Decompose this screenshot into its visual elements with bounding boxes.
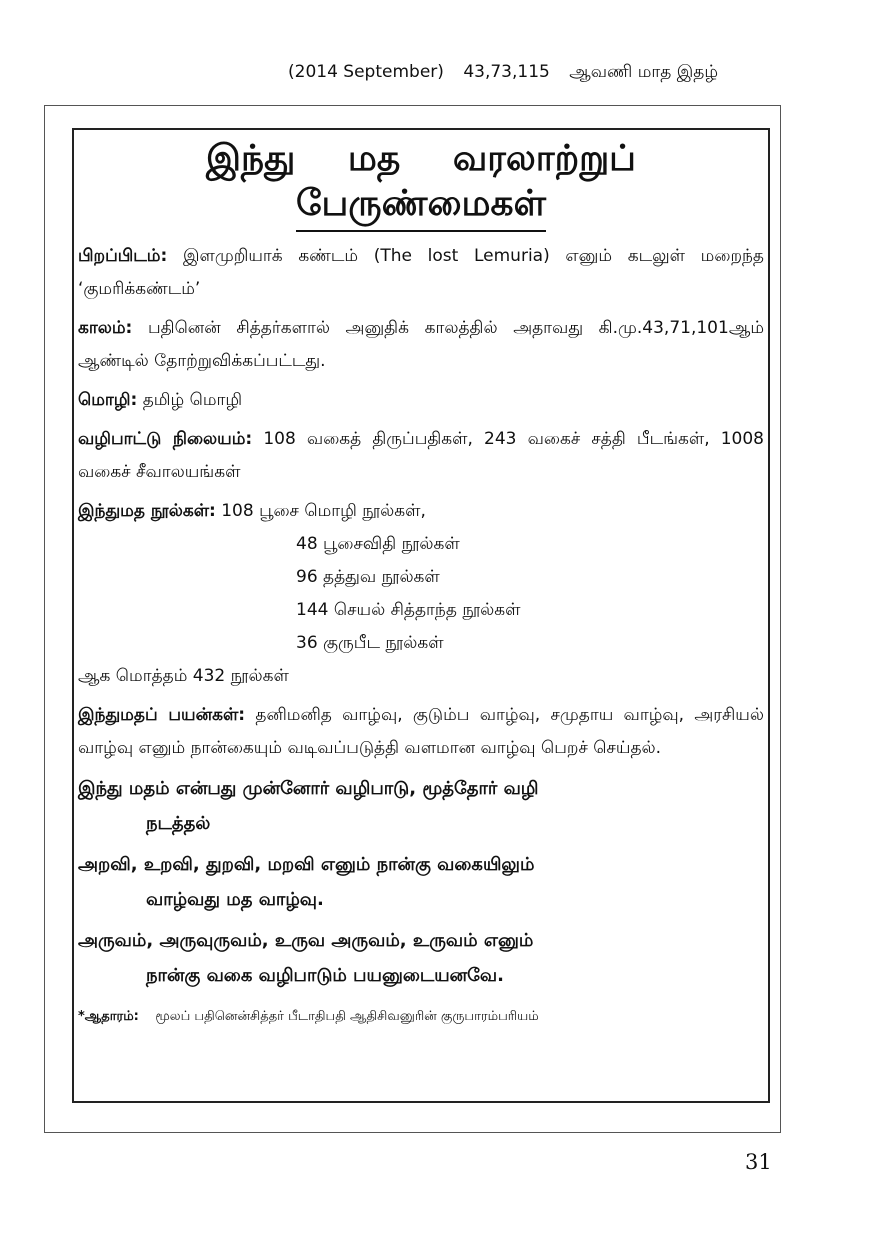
statement-four-worship	[78, 923, 764, 993]
statement-line: இந்து மதம் என்பது முன்னோர் வழிபாடு, மூத்தோர் வழி	[78, 778, 539, 799]
texts-item: 48 பூசைவிதி நூல்கள்	[296, 534, 460, 554]
statement-four-ways	[78, 847, 764, 917]
benefits-paragraph	[78, 699, 764, 765]
worship-label: வழிபாட்டு நிலையம்:	[78, 429, 253, 449]
statement-line-cont: நான்கு வகை வழிபாடும் பயனுடையனவே.	[146, 965, 504, 986]
period-text: பதினென் சித்தர்களால் அனுதிக் காலத்தில் அதாவது கி.மு.43,71,101ஆம் ஆண்டில் தோற்றுவிக்கப்பட்டது.	[78, 318, 764, 371]
worship-paragraph	[78, 423, 764, 489]
footnote-label: *ஆதாரம்:	[78, 1009, 139, 1024]
source-footnote	[78, 1003, 764, 1031]
language-label: மொழி:	[78, 390, 138, 410]
birthplace-paragraph	[78, 240, 764, 306]
texts-first: 108 பூசை மொழி நூல்கள்,	[221, 501, 426, 521]
title-line-2: பேருண்மைகள்	[296, 181, 546, 232]
language-text: தமிழ் மொழி	[142, 390, 243, 410]
texts-item: 144 செயல் சித்தாந்த நூல்கள்	[296, 600, 521, 620]
statement-ancestor-worship	[78, 771, 764, 841]
period-paragraph	[78, 312, 764, 378]
birthplace-label: பிறப்பிடம்:	[78, 246, 168, 266]
language-paragraph	[78, 384, 764, 417]
texts-total: ஆக மொத்தம் 432 நூல்கள்	[78, 666, 289, 686]
statement-line-cont: நடத்தல்	[146, 813, 211, 834]
benefits-label: இந்துமதப் பயன்கள்:	[78, 705, 246, 725]
statement-line: அறவி, உறவி, துறவி, மறவி எனும் நான்கு வகையிலும்	[78, 854, 535, 875]
page-header	[288, 62, 768, 84]
texts-label: இந்துமத நூல்கள்:	[78, 501, 216, 521]
texts-paragraph	[78, 495, 764, 528]
benefits-text: தனிமனித வாழ்வு, குடும்ப வாழ்வு, சமுதாய வாழ்வு, அரசியல் வாழ்வு எனும் நான்கையும் வடிவப்படுத்தி வளமான வாழ்வு பெறச் செய்தல்.	[78, 705, 764, 758]
statement-line-cont: வாழ்வது மத வாழ்வு.	[146, 889, 324, 910]
statement-line: அருவம், அருவுருவம், உருவ அருவம், உருவம் எனும்	[78, 930, 534, 951]
birthplace-text: இளமுறியாக் கண்டம் (The lost Lemuria) எனும் கடலுள் மறைந்த ‘குமரிக்கண்டம்’	[78, 246, 764, 299]
header-number: 43,73,115	[463, 62, 550, 82]
page-number: 31	[745, 1150, 772, 1174]
title-line-1: இந்து மத வரலாற்றுப்	[206, 138, 636, 179]
footnote-text: மூலப் பதினென்சித்தர் பீடாதிபதி ஆதிசிவனுரின் குருபாரம்பரியம்	[155, 1009, 539, 1024]
header-issue: ஆவணி மாத இதழ்	[569, 62, 719, 82]
content-box	[72, 128, 770, 1103]
page-title	[78, 136, 764, 232]
period-label: காலம்:	[78, 318, 133, 338]
texts-item: 96 தத்துவ நூல்கள்	[296, 567, 440, 587]
texts-item: 36 குருபீட நூல்கள்	[296, 633, 444, 653]
worship-text: 108 வகைத் திருப்பதிகள், 243 வகைச் சத்தி பீடங்கள், 1008 வகைச் சீவாலயங்கள்	[78, 429, 764, 482]
header-date: (2014 September)	[288, 62, 444, 82]
